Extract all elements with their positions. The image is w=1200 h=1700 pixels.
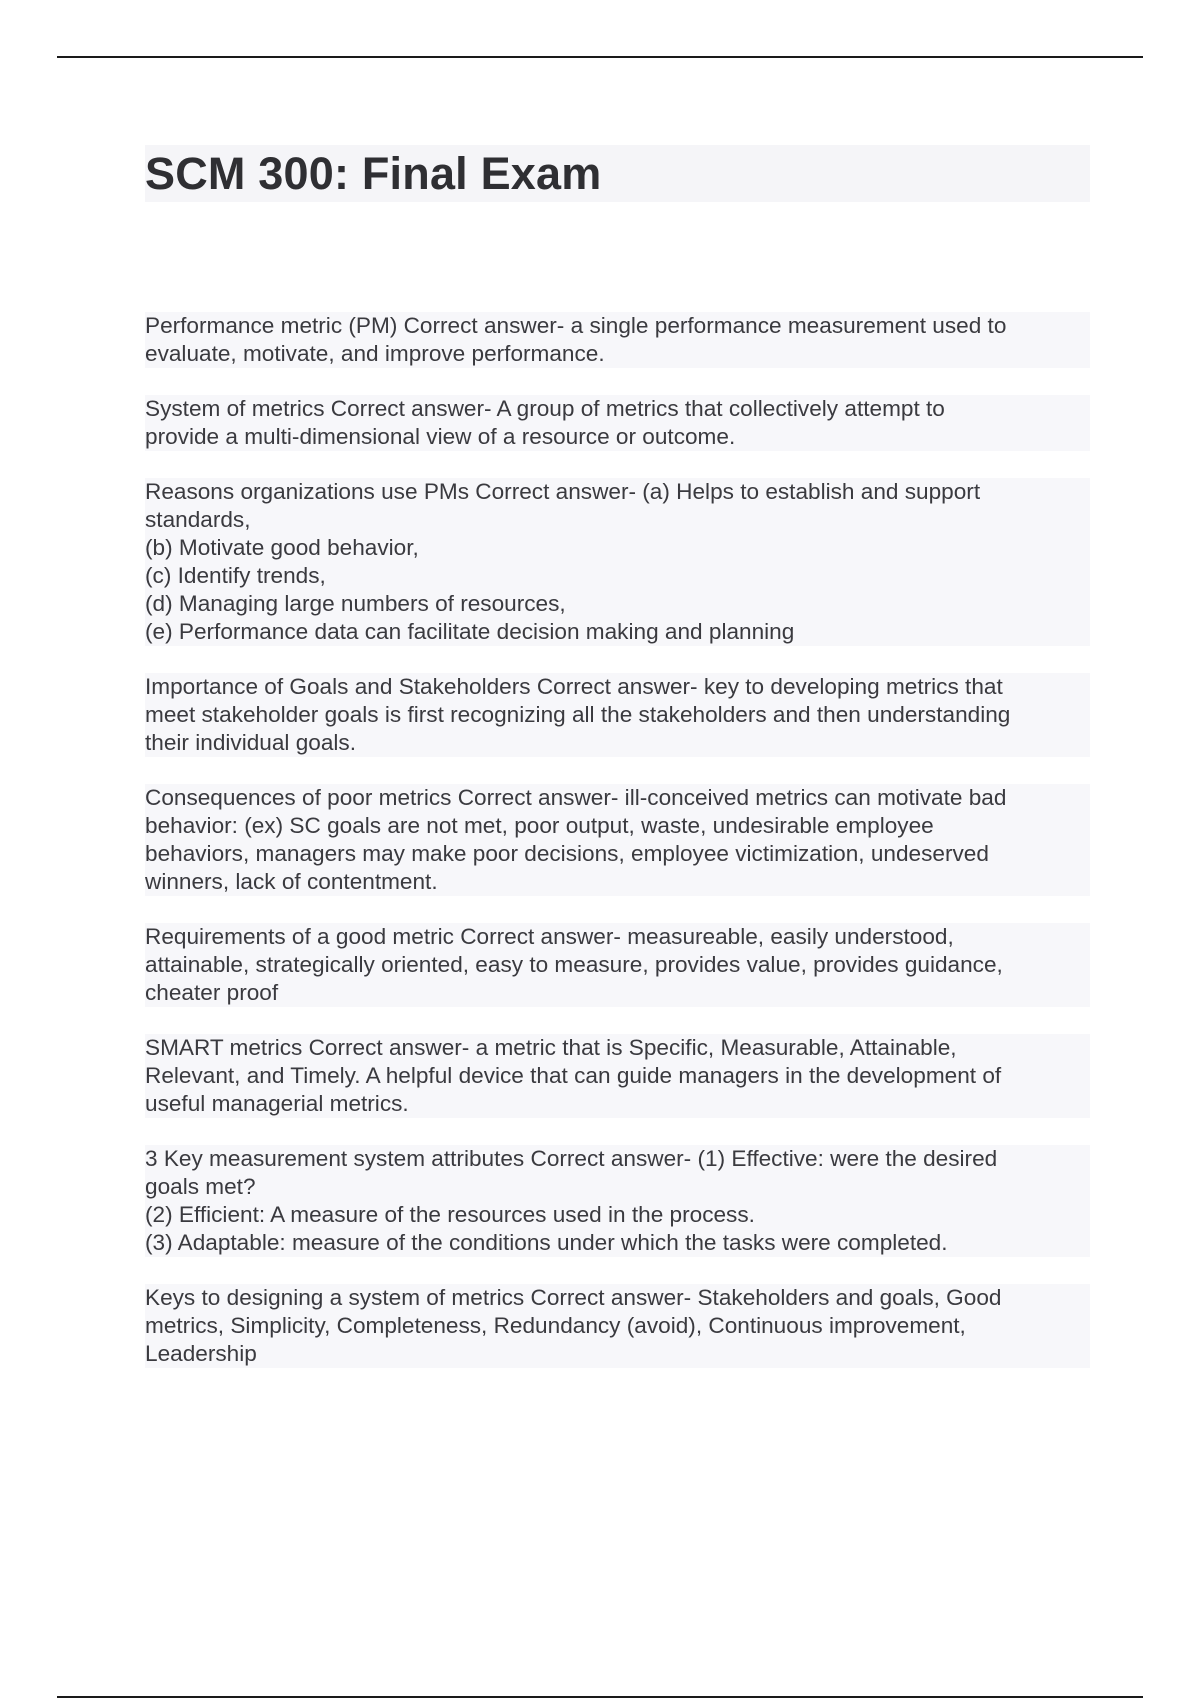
entry-line: winners, lack of contentment. <box>145 869 438 894</box>
entry-line: behavior: (ex) SC goals are not met, poor output, waste, undesirable employee <box>145 813 934 838</box>
top-rule <box>57 56 1143 58</box>
entry-smart-metrics <box>145 1034 1090 1118</box>
entry-line: cheater proof <box>145 980 279 1005</box>
entry-line: (b) Motivate good behavior, <box>145 535 419 560</box>
entry-line: (d) Managing large numbers of resources, <box>145 591 566 616</box>
entry-line: (e) Performance data can facilitate decision making and planning <box>145 619 795 644</box>
entry-line: useful managerial metrics. <box>145 1091 409 1116</box>
entry-line: standards, <box>145 507 251 532</box>
entry-line: behaviors, managers may make poor decisions, employee victimization, undeserved <box>145 841 989 866</box>
entry-line: Keys to designing a system of metrics Correct answer- Stakeholders and goals, Good <box>145 1285 1002 1310</box>
entry-line: Consequences of poor metrics Correct answer- ill-conceived metrics can motivate bad <box>145 785 1007 810</box>
entry-reasons-use-pms <box>145 478 1090 646</box>
entry-good-metric-requirements <box>145 923 1090 1007</box>
entry-line: meet stakeholder goals is first recognizing all the stakeholders and then understanding <box>145 702 1011 727</box>
entry-line: 3 Key measurement system attributes Correct answer- (1) Effective: were the desired <box>145 1146 998 1171</box>
entry-poor-metrics <box>145 784 1090 896</box>
entry-line: SMART metrics Correct answer- a metric that is Specific, Measurable, Attainable, <box>145 1035 957 1060</box>
entry-designing-system <box>145 1284 1090 1368</box>
entry-line: Performance metric (PM) Correct answer- a single performance measurement used to <box>145 313 1007 338</box>
bottom-rule <box>57 1696 1143 1698</box>
entry-line: attainable, strategically oriented, easy to measure, provides value, provides guidance, <box>145 952 1003 977</box>
entry-line: evaluate, motivate, and improve performance. <box>145 341 605 366</box>
entry-line: Relevant, and Timely. A helpful device that can guide managers in the development of <box>145 1063 1002 1088</box>
entry-system-of-metrics <box>145 395 1090 451</box>
entry-line: Reasons organizations use PMs Correct answer- (a) Helps to establish and support <box>145 479 981 504</box>
page-title: SCM 300: Final Exam <box>145 148 602 199</box>
entry-line: metrics, Simplicity, Completeness, Redundancy (avoid), Continuous improvement, <box>145 1313 966 1338</box>
entry-line: (c) Identify trends, <box>145 563 326 588</box>
entry-measurement-attributes <box>145 1145 1090 1257</box>
entry-line: (2) Efficient: A measure of the resources used in the process. <box>145 1202 755 1227</box>
entry-line: their individual goals. <box>145 730 357 755</box>
entries-list <box>145 312 1090 1395</box>
entry-line: (3) Adaptable: measure of the conditions under which the tasks were completed. <box>145 1230 948 1255</box>
entry-goals-stakeholders <box>145 673 1090 757</box>
entry-line: Importance of Goals and Stakeholders Correct answer- key to developing metrics that <box>145 674 1003 699</box>
entry-line: Leadership <box>145 1341 257 1366</box>
entry-line: provide a multi-dimensional view of a resource or outcome. <box>145 424 736 449</box>
entry-line: System of metrics Correct answer- A group of metrics that collectively attempt to <box>145 396 945 421</box>
entry-line: Requirements of a good metric Correct answer- measureable, easily understood, <box>145 924 954 949</box>
entry-line: goals met? <box>145 1174 256 1199</box>
entry-performance-metric <box>145 312 1090 368</box>
